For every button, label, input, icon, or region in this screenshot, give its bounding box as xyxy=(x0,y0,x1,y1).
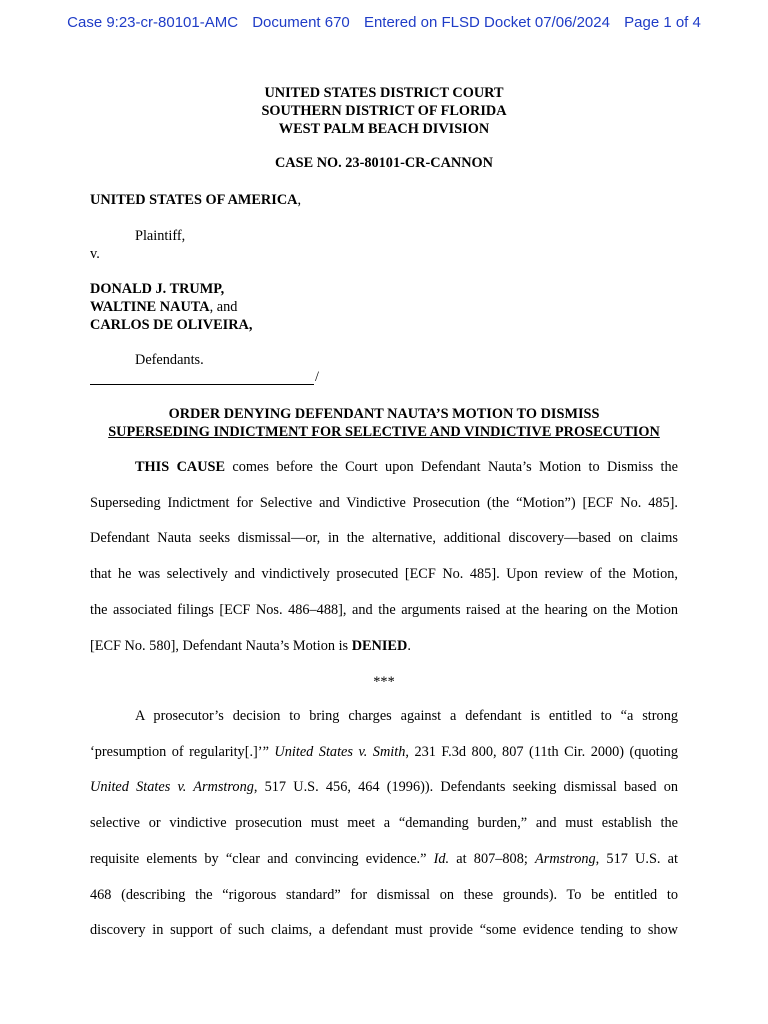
paragraph-this-cause xyxy=(90,450,678,664)
paragraph2-line3-rest: , 517 U.S. 456, 464 (1996)). Defendants seeking dismissal based on xyxy=(253,779,678,796)
paragraph2-line1 xyxy=(90,699,678,735)
paragraph1-line2: Superseding Indictment for Selective and Vindictive Prosecution (the “Motion”) [ECF No. 485]. xyxy=(90,494,678,511)
court-heading xyxy=(90,84,678,172)
case-number: CASE NO. 23-80101-CR-CANNON xyxy=(274,155,494,171)
this-cause-lead: THIS CAUSE xyxy=(135,459,226,475)
docket-document-number: Document 670 xyxy=(252,14,350,31)
paragraph1-line4: that he was selectively and vindictively prosecuted [ECF No. 485]. Upon review of the Motion, xyxy=(90,566,678,583)
paragraph2-line2-text: ‘presumption of regularity[.]’” xyxy=(90,743,275,760)
section-separator: *** xyxy=(373,674,395,690)
court-division: WEST PALM BEACH DIVISION xyxy=(278,121,490,137)
paragraph2-line1-text: A prosecutor’s decision to bring charges against a defendant is entitled to “a strong xyxy=(135,708,678,724)
court-district: SOUTHERN DISTRICT OF FLORIDA xyxy=(261,103,507,119)
paragraph2-line6: 468 (describing the “rigorous standard” for dismissal on these grounds). To be entitled to xyxy=(90,886,678,903)
docket-header xyxy=(0,14,768,31)
paragraph2-line5-rest: , 517 U.S. at xyxy=(595,850,678,867)
order-title-line2: SUPERSEDING INDICTMENT FOR SELECTIVE AND VINDICTIVE PROSECUTION xyxy=(108,424,660,440)
paragraph2-line3 xyxy=(90,770,678,806)
plaintiff-name: UNITED STATES OF AMERICA xyxy=(90,192,298,208)
plaintiff-comma: , xyxy=(297,192,302,208)
court-name: UNITED STATES DISTRICT COURT xyxy=(264,85,504,101)
defendants-label: Defendants. xyxy=(135,352,204,368)
defendant-nauta-line xyxy=(90,298,237,316)
citation-smith: United States v. Smith xyxy=(274,743,406,760)
paragraph1-line6-text: [ECF No. 580], Defendant Nauta’s Motion is xyxy=(90,637,352,654)
docket-entry-date: Entered on FLSD Docket 07/06/2024 xyxy=(363,14,610,31)
citation-armstrong-short: Armstrong xyxy=(535,850,596,867)
denied-ruling: DENIED xyxy=(351,637,408,654)
defendant-nauta-suffix: , and xyxy=(209,299,238,315)
plaintiff-line xyxy=(90,191,301,209)
versus: v. xyxy=(90,246,100,262)
citation-armstrong: United States v. Armstrong xyxy=(90,779,254,796)
caption-rule xyxy=(90,384,314,385)
defendant-de-oliveira: CARLOS DE OLIVEIRA, xyxy=(90,317,253,333)
paragraph2-line5 xyxy=(90,842,678,878)
defendant-trump: DONALD J. TRUMP, xyxy=(90,281,225,297)
citation-id: Id. xyxy=(433,850,450,867)
paragraph2-line2-rest: , 231 F.3d 800, 807 (11th Cir. 2000) (quoting xyxy=(405,743,678,760)
order-title-line1: ORDER DENYING DEFENDANT NAUTA’S MOTION TO DISMISS xyxy=(168,406,600,422)
docket-case-number: Case 9:23-cr-80101-AMC xyxy=(67,14,239,31)
paragraph1-line3: Defendant Nauta seeks dismissal—or, in the alternative, additional discovery—based on claims xyxy=(90,530,678,547)
paragraph1-line6-period: . xyxy=(407,637,411,654)
paragraph2-line5-text: requisite elements by “clear and convincing evidence.” xyxy=(90,850,434,867)
defendant-nauta: WALTINE NAUTA xyxy=(90,299,210,315)
caption-slash: / xyxy=(315,369,319,385)
paragraph1-line5: the associated filings [ECF Nos. 486–488], and the arguments raised at the hearing on the Motion xyxy=(90,601,678,618)
paragraph1-line1-text: comes before the Court upon Defendant Nauta’s Motion to Dismiss the xyxy=(225,459,678,475)
paragraph1-line6 xyxy=(90,629,678,665)
paragraph2-line5-mid: at 807–808; xyxy=(449,850,536,867)
paragraph1-line1 xyxy=(90,450,678,486)
paragraph2-line7: discovery in support of such claims, a defendant must provide “some evidence tending to show xyxy=(90,922,678,939)
paragraph2-line2 xyxy=(90,735,678,771)
plaintiff-label: Plaintiff, xyxy=(135,228,186,244)
paragraph-legal-standard xyxy=(90,699,678,949)
paragraph2-line4: selective or vindictive prosecution must meet a “demanding burden,” and must establish the xyxy=(90,815,678,832)
order-title xyxy=(90,405,678,441)
docket-page-number: Page 1 of 4 xyxy=(624,14,701,31)
